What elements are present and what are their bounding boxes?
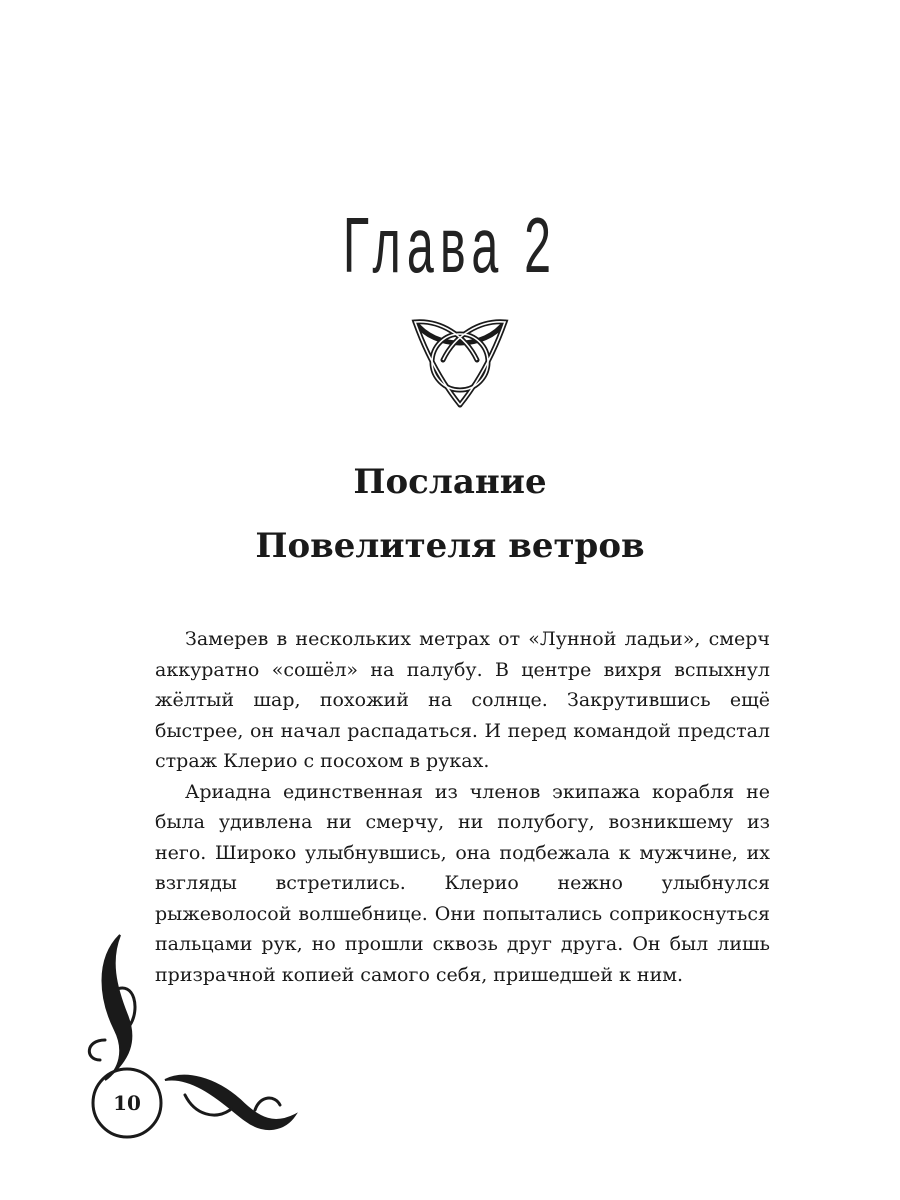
triquetra-knot-icon — [405, 310, 515, 410]
section-title-line-1: Послание — [353, 462, 547, 502]
paragraph: Замерев в нескольких метрах от «Лунной ладьи», смерч аккуратно «сошёл» на палубу. В центре вихря вспыхнул жёлтый шар, похожий на солнце. Закрутившись ещё быстрее, он начал распадаться. И перед командой предстал страж Клерио с посохом в руках. — [155, 628, 770, 772]
section-title-line-2: Повелителя ветров — [255, 526, 645, 566]
section-title — [0, 450, 900, 578]
paragraph: Ариадна единственная из членов экипажа корабля не была удивлена ни смерчу, ни полубогу, возникшему из него. Широко улыбнувшись, она подбежала к мужчине, их взгляды встретились. Клерио нежно улыбнулся рыжеволосой волшебнице. Они попытались соприкоснуться пальцами рук, но прошли сквозь друг друга. Он был лишь призрачной копией самого себя, пришедшей к ним. — [155, 780, 770, 986]
page-number: 10 — [113, 1091, 141, 1115]
chapter-heading: Глава 2 — [342, 201, 558, 289]
